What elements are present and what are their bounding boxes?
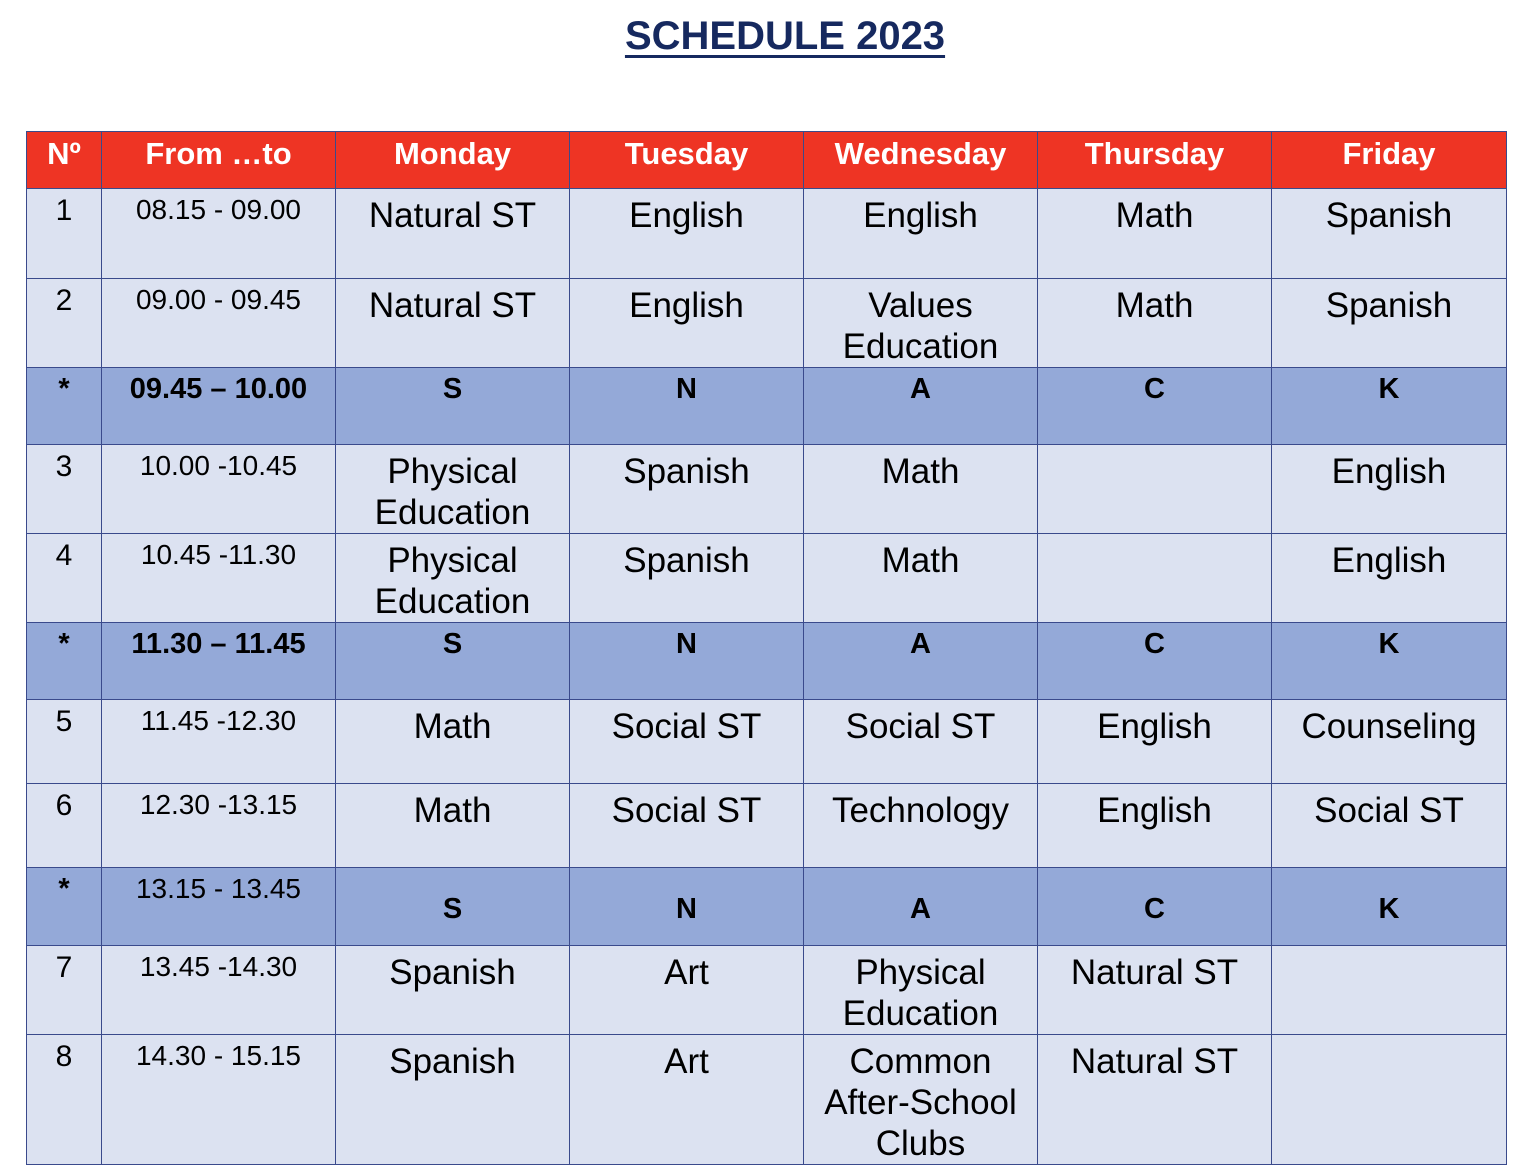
table-row bbox=[27, 700, 1507, 784]
cell-wednesday: Common After-School Clubs bbox=[804, 1035, 1038, 1165]
break-marker: * bbox=[27, 368, 102, 445]
period-time: 14.30 - 15.15 bbox=[102, 1035, 336, 1165]
break-letter: K bbox=[1272, 623, 1507, 700]
header-friday: Friday bbox=[1272, 132, 1507, 189]
table-row bbox=[27, 534, 1507, 623]
period-time: 10.45 -11.30 bbox=[102, 534, 336, 623]
break-marker: * bbox=[27, 623, 102, 700]
period-number: 2 bbox=[27, 279, 102, 368]
break-marker: * bbox=[27, 868, 102, 946]
header-row bbox=[27, 132, 1507, 189]
cell-wednesday: Math bbox=[804, 445, 1038, 534]
table-row bbox=[27, 1035, 1507, 1165]
header-thursday: Thursday bbox=[1038, 132, 1272, 189]
schedule-table bbox=[26, 131, 1507, 1165]
header-number: Nº bbox=[27, 132, 102, 189]
break-time: 09.45 – 10.00 bbox=[102, 368, 336, 445]
break-letter: K bbox=[1272, 868, 1507, 946]
page-title: SCHEDULE 2023 bbox=[624, 14, 946, 58]
cell-thursday: English bbox=[1038, 784, 1272, 868]
break-letter: N bbox=[570, 623, 804, 700]
table-row bbox=[27, 946, 1507, 1035]
period-time: 11.45 -12.30 bbox=[102, 700, 336, 784]
break-letter: C bbox=[1038, 368, 1272, 445]
period-number: 3 bbox=[27, 445, 102, 534]
period-time: 09.00 - 09.45 bbox=[102, 279, 336, 368]
cell-thursday: Math bbox=[1038, 189, 1272, 279]
cell-thursday bbox=[1038, 534, 1272, 623]
cell-thursday: Natural ST bbox=[1038, 946, 1272, 1035]
break-time: 13.15 - 13.45 bbox=[102, 868, 336, 946]
cell-friday: English bbox=[1272, 445, 1507, 534]
cell-wednesday: Math bbox=[804, 534, 1038, 623]
break-row bbox=[27, 623, 1507, 700]
cell-thursday bbox=[1038, 445, 1272, 534]
cell-wednesday: Physical Education bbox=[804, 946, 1038, 1035]
cell-tuesday: Art bbox=[570, 1035, 804, 1165]
cell-wednesday: Values Education bbox=[804, 279, 1038, 368]
break-row bbox=[27, 368, 1507, 445]
break-letter: A bbox=[804, 368, 1038, 445]
table-row bbox=[27, 784, 1507, 868]
break-letter: K bbox=[1272, 368, 1507, 445]
break-letter: A bbox=[804, 623, 1038, 700]
cell-friday: Spanish bbox=[1272, 189, 1507, 279]
break-letter: S bbox=[336, 868, 570, 946]
cell-monday: Spanish bbox=[336, 1035, 570, 1165]
cell-wednesday: Social ST bbox=[804, 700, 1038, 784]
period-number: 6 bbox=[27, 784, 102, 868]
header-monday: Monday bbox=[336, 132, 570, 189]
period-number: 1 bbox=[27, 189, 102, 279]
cell-thursday: English bbox=[1038, 700, 1272, 784]
cell-tuesday: Spanish bbox=[570, 534, 804, 623]
cell-friday bbox=[1272, 946, 1507, 1035]
period-time: 13.45 -14.30 bbox=[102, 946, 336, 1035]
header-time: From …to bbox=[102, 132, 336, 189]
break-letter: A bbox=[804, 868, 1038, 946]
cell-monday: Math bbox=[336, 700, 570, 784]
period-number: 7 bbox=[27, 946, 102, 1035]
cell-monday: Physical Education bbox=[336, 445, 570, 534]
period-time: 08.15 - 09.00 bbox=[102, 189, 336, 279]
break-letter: C bbox=[1038, 868, 1272, 946]
break-letter: C bbox=[1038, 623, 1272, 700]
cell-tuesday: Art bbox=[570, 946, 804, 1035]
cell-monday: Math bbox=[336, 784, 570, 868]
cell-monday: Natural ST bbox=[336, 189, 570, 279]
cell-monday: Spanish bbox=[336, 946, 570, 1035]
table-row bbox=[27, 189, 1507, 279]
cell-friday: Counseling bbox=[1272, 700, 1507, 784]
cell-friday: Social ST bbox=[1272, 784, 1507, 868]
break-time: 11.30 – 11.45 bbox=[102, 623, 336, 700]
cell-thursday: Math bbox=[1038, 279, 1272, 368]
period-number: 4 bbox=[27, 534, 102, 623]
period-time: 10.00 -10.45 bbox=[102, 445, 336, 534]
table-row bbox=[27, 279, 1507, 368]
period-number: 5 bbox=[27, 700, 102, 784]
break-letter: N bbox=[570, 368, 804, 445]
period-number: 8 bbox=[27, 1035, 102, 1165]
cell-monday: Natural ST bbox=[336, 279, 570, 368]
break-row bbox=[27, 868, 1507, 946]
cell-tuesday: English bbox=[570, 189, 804, 279]
period-time: 12.30 -13.15 bbox=[102, 784, 336, 868]
header-wednesday: Wednesday bbox=[804, 132, 1038, 189]
cell-wednesday: Technology bbox=[804, 784, 1038, 868]
cell-friday: Spanish bbox=[1272, 279, 1507, 368]
cell-wednesday: English bbox=[804, 189, 1038, 279]
table-row bbox=[27, 445, 1507, 534]
cell-tuesday: Social ST bbox=[570, 700, 804, 784]
cell-tuesday: English bbox=[570, 279, 804, 368]
break-letter: N bbox=[570, 868, 804, 946]
header-tuesday: Tuesday bbox=[570, 132, 804, 189]
cell-tuesday: Social ST bbox=[570, 784, 804, 868]
cell-thursday: Natural ST bbox=[1038, 1035, 1272, 1165]
break-letter: S bbox=[336, 623, 570, 700]
cell-tuesday: Spanish bbox=[570, 445, 804, 534]
cell-friday bbox=[1272, 1035, 1507, 1165]
cell-friday: English bbox=[1272, 534, 1507, 623]
break-letter: S bbox=[336, 368, 570, 445]
cell-monday: Physical Education bbox=[336, 534, 570, 623]
